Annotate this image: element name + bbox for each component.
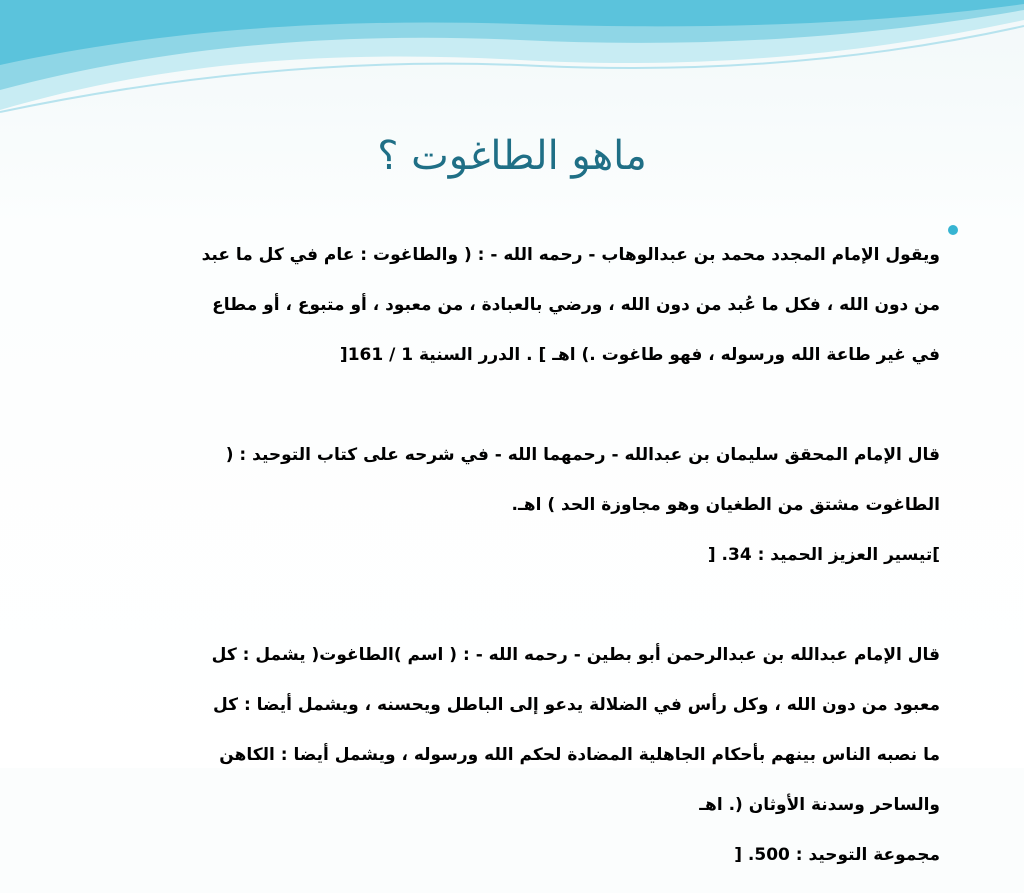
text-line: قال الإمام المحقق سليمان بن عبدالله - رحمهما الله - في شرحه على كتاب التوحيد : ( xyxy=(225,445,940,465)
quote-paragraph-3 xyxy=(60,618,940,893)
paragraph-spacer xyxy=(60,393,940,418)
text-line: من دون الله ، فكل ما عُبد من دون الله ، ورضي بالعبادة ، من معبود ، أو متبوع ، أو مطاع xyxy=(212,295,940,315)
text-line: في غير طاعة الله ورسوله ، فهو طاغوت .) اهـ ] . الدرر السنية 1 / 161[ xyxy=(339,345,940,365)
quote-paragraph-1 xyxy=(60,218,940,393)
text-line: مجموعة التوحيد : 500. [ xyxy=(734,845,940,865)
text-line: ]تيسير العزيز الحميد : 34. [ xyxy=(707,545,940,565)
text-line: ما نصبه الناس بينهم بأحكام الجاهلية المضادة لحكم الله ورسوله ، ويشمل أيضا : الكاهن xyxy=(219,745,940,765)
quote-paragraph-2 xyxy=(60,418,940,593)
text-line: والساحر وسدنة الأوثان (. اهـ xyxy=(699,795,940,815)
text-line: قال الإمام عبدالله بن عبدالرحمن أبو بطين - رحمه الله - : ( اسم )الطاغوت( يشمل : كل xyxy=(211,645,940,665)
text-line: ويقول الإمام المجدد محمد بن عبدالوهاب - رحمه الله - : ( والطاغوت : عام في كل ما عبد xyxy=(201,245,940,265)
slide-title: ماهو الطاغوت ؟ xyxy=(377,133,647,179)
header-wave-decoration xyxy=(0,0,1024,130)
text-line: معبود من دون الله ، وكل رأس في الضلالة يدعو إلى الباطل ويحسنه ، ويشمل أيضا : كل xyxy=(212,695,940,715)
bullet-icon xyxy=(948,225,958,235)
slide-body xyxy=(60,218,940,893)
paragraph-spacer xyxy=(60,593,940,618)
text-line: الطاغوت مشتق من الطغيان وهو مجاوزة الحد ) اهـ. xyxy=(511,495,940,515)
